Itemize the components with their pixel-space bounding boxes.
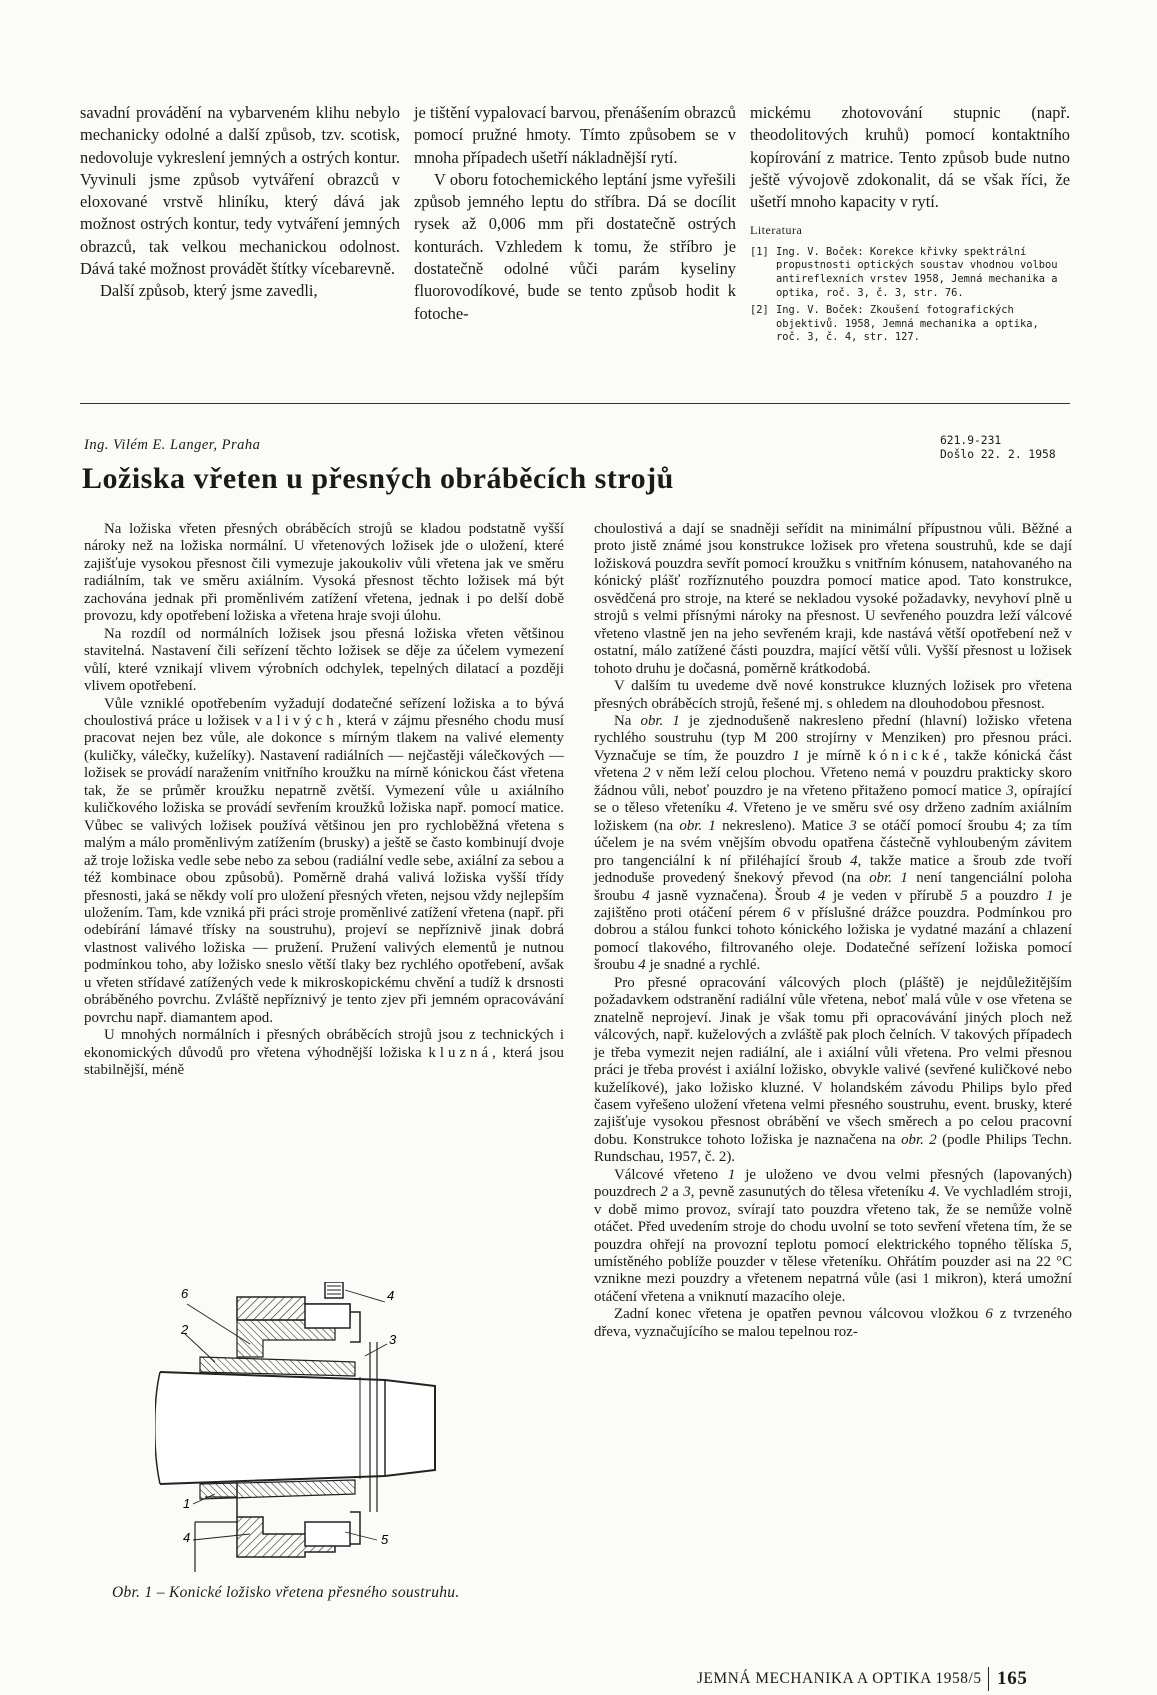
part-number: 1 — [792, 747, 800, 764]
text-run: je zajištěno proti otáčení pérem — [594, 887, 1072, 921]
literature-heading: Literatura — [750, 223, 803, 238]
text-run: je veden v přírubě — [832, 887, 953, 904]
author-byline: Ing. Vilém E. Langer, Praha — [84, 437, 261, 453]
text-run: , která jsou stabilnější, méně — [84, 1044, 564, 1079]
bearing-cross-section-drawing — [155, 1282, 475, 1572]
part-number: 3 — [849, 817, 857, 834]
article-left-column — [84, 521, 564, 1080]
left-para-3 — [84, 696, 564, 1028]
part-number: 3 — [1006, 782, 1014, 799]
part-number: 1 — [1046, 887, 1054, 904]
top-col2-para-1: je tištění vypalovací barvou, přenášením obrazců pomocí pružné hmoty. Tímto způsobem se v mnoha případech ušetří nákladnější rytí. — [414, 103, 736, 167]
right-para-3 — [594, 713, 1072, 975]
reference-item — [750, 304, 1070, 345]
part-number: 4 — [726, 800, 734, 817]
left-para-2: Na rozdíl od normálních ložisek jsou přesná ložiska vřeten většinou stavitelná. Nastavení čili seřízení těchto ložisek se děje za účelem vymezení vůlí, které vznikají vlivem výrobních odchylek, tepelných dilatací a později vlivem opotřebení. — [84, 625, 564, 695]
part-number: 5 — [1060, 1236, 1069, 1253]
figure-reference: obr. 1 — [869, 870, 908, 887]
text-run: a pouzdro — [975, 887, 1039, 904]
figure-reference: obr. 1 — [640, 712, 680, 729]
part-number: 4 — [850, 852, 858, 869]
right-para-6 — [594, 1306, 1072, 1341]
page-footer — [697, 1667, 1027, 1691]
text-run: Vůle vzniklé opotřebením vyžadují dodatečné seřízení ložiska a to bývá choulostivá práce u ložisek — [84, 695, 564, 729]
text-run: v něm leží celou plochou. Vřeteno nemá v pouzdru prakticky skoro žádnou vůli, neboť pouzdro je na vřeteno přitaženo pomocí matice — [594, 765, 1072, 799]
text-run: Na — [614, 712, 632, 729]
reference-number: [1] — [750, 245, 769, 258]
figure-label-6: 6 — [181, 1286, 189, 1301]
part-number: 2 — [643, 765, 651, 782]
text-run: je snadné a rychlé. — [649, 957, 761, 974]
emphasized-term: valivých — [254, 712, 338, 729]
text-run: , která v zájmu přesného chodu musí pracovat nejen bez vůle, ale dokonce s mírným tlakem na valivé elementy (kuličky, válečky, kuželíky). Nastavení radiálních — nejčastěji válečkových — ložisek se provádí naražením vnitřního kroužku na mírně kónickou část vřetena tak, že se průměr kroužku nepatrně zvětší. Vymezení vůle u axiálního kuličkového ložiska se provádí sevřením kroužků ložiska např. pomocí matice. Vůbec se valivých ložisek používá většinou jen pro rychloběžná vřetena s malým a málo proměnlivým zatížením (brusky) a ještě se často kombinují dvoje až troje ložiska vedle sebe nebo za sebou (radiální vedle sebe, axiální za sebou a též kombinace obou způsobů). Poměrně drahá valivá ložiska vyšší třídy přesnosti, jaká se někdy volí pro uložení přesných vřeten, nejsou vždy nejlepším uložením. Tam, kde vzniká při práci stroje proměnlivé zatížení vřetena (např. při odebírání lámavé třísky na soustruhu), projeví se nepříznivě jinak dobrá vlastnost valivého ložiska — pružení. Pružení valivých elementů je nutnou podmínkou toho, aby ložisko sneslo větší tlaky bez rychlého opotřebení, avšak u vřeten střídavé zatížených vede k mikroskopickému chvění a tudíž k drsnosti obráběného povrchu. Zvláště nepříznivý je tento zjev při jemném opracovávání povrchu např. diamantem apod. — [84, 712, 564, 1026]
part-number: 6 — [782, 904, 791, 921]
journal-name: JEMNÁ MECHANIKA A OPTIKA 1958/5 — [697, 1670, 982, 1687]
figure-label-3: 3 — [389, 1332, 397, 1347]
right-para-5 — [594, 1167, 1072, 1307]
text-run: , takže kónická část vřetena — [594, 747, 1072, 782]
left-para-1: Na ložiska vřeten přesných obráběcích strojů se kladou podstatně vyšší nároky než na ložiska normální. U vřetenových ložisek jde o uložení, které zajišťuje vysokou přesnost čili vymezuje jakoukoliv vůli vřetena jak ve směru radiálním, tak ve směru axiálním. Vysoká přesnost těchto ložisek má být zachována jednak při proměnlivém zatížení vřetena, jednak i po delší době provozu, kdy opotřebení ložiska a vřetena hraje svoji úlohu. — [84, 521, 564, 625]
reference-text: Ing. V. Boček: Korekce křivky spektrální propustnosti optických soustav vhodnou volbou antireflexních vrstev 1958, Jemná mechanika a optika, roč. 3, č. 3, str. 76. — [776, 245, 1058, 299]
text-run: Zadní konec vřetena je opatřen pevnou válcovou vložkou — [614, 1306, 979, 1323]
left-para-4 — [84, 1027, 564, 1079]
footer-separator — [988, 1667, 990, 1691]
figure-label-4-bottom: 4 — [183, 1530, 191, 1545]
housing-top — [237, 1297, 360, 1357]
text-run: , takže matice a šroub zde tvoří jednoduše provedený šnekový převod (na — [594, 852, 1072, 887]
article-title: Ložiska vřeten u přesných obráběcích strojů — [82, 462, 674, 495]
text-run: není tangenciální poloha šroubu — [594, 870, 1072, 904]
top-column-1 — [80, 102, 400, 345]
text-run: . Ve vychladlém stroji, v době mimo provoz, svírají tato pouzdra vřeteno tak, že se nemůže volně otáčet. Před uvedením stroje do chodu uvolní se toto sevření vřetena tím, že se pouzdra ohřejí na provozní teplotu pomocí elektrického topného tělíska — [594, 1184, 1072, 1253]
figure-label-1: 1 — [183, 1496, 191, 1511]
text-run: a — [672, 1184, 679, 1201]
right-para-2: V dalším tu uvedeme dvě nové konstrukce kluzných ložisek pro vřetena přesných obráběcích strojů, řešené mj. s ohledem na dlouhodobou přesnost. — [594, 678, 1072, 712]
received-date: Došlo 22. 2. 1958 — [940, 447, 1056, 461]
text-run: z tvrzeného dřeva, vyznačujícího se malou tepelnou roz- — [594, 1306, 1072, 1340]
text-run: U mnohých normálních i přesných obráběcích strojů jsou z technických i ekonomických důvodů pro vřetena výhodnější ložiska — [84, 1027, 564, 1061]
reference-text: Ing. V. Boček: Zkoušení fotografických objektivů. 1958, Jemná mechanika a optika, roč. 3, č. 4, str. 127. — [776, 304, 1039, 344]
page-number: 165 — [997, 1668, 1028, 1689]
text-run: jasně vyznačena). Šroub — [657, 887, 811, 904]
text-run: Válcové vřeteno — [614, 1166, 719, 1183]
text-run: je mírně — [807, 747, 861, 764]
part-number: 4 — [817, 887, 826, 904]
part-number: 2 — [660, 1184, 668, 1201]
top-col1-para-1: savadní provádění na vybarveném klihu nebylo mechanicky odolné a další způsob, tzv. scotisk, nedovoluje vykreslení jemných a ostrých kontur. Vyvinuli jsme způsob vytváření obrazců v eloxované vrstvě hliníku, který dává jak možnost ostrých kontur, tedy vytváření jemných obrazců, tak velkou mechanickou odolnost. Dává také možnost provádět štítky vícebarevně. — [80, 103, 400, 279]
text-run: . Vřeteno je ve směru své osy drženo zadním axiálním ložiskem (na — [594, 800, 1072, 834]
part-number: 6 — [985, 1306, 993, 1323]
text-run: nekresleno). Matice — [722, 817, 843, 834]
text-run: , umístěného poblíže pouzder v tělese vřeteníku. Ohřátím pouzder asi na 22 °C vznikne mezi pouzdry a vřetenem nepatrná vůle (asi 1 mikron), která umožní otáčení vřetena a vniknutí mazacího oleje. — [594, 1236, 1072, 1305]
text-run: Pro přesné opracování válcových ploch (pláště) je nejdůležitějším požadavkem odstranění radiální vůle vřetena, neboť malá vůle v ose vřetena se znatelně neprojeví. Jinak je však tomu při opracovávání jiných ploch než válcových, např. kuželových a zvláště pak ploch čelních. V takových případech je třeba vymezit nejen radiální, ale i axiální vůli vřetena. Pro velmi přesnou práci je třeba provést i axiální ložisko, obvykle valivé (sevřené kuličkové nebo kuželíkové), jako ložisko kluzné. V holandském závodu Philips bylo před časem vyřešeno uložení vřetena velmi přesného soustruhu, event. brusky, které zajišťuje vysokou přesnost obrábění ve všech směrech a po celou pracovní dobu. Konstrukce tohoto ložiska je naznačena na — [594, 974, 1072, 1148]
top-col2-para-2: V oboru fotochemického leptání jsme vyřešili způsob jemného leptu do stříbra. Dá se docílit rysek až 0,006 mm při dostatečně ostrých konturách. Vzhledem k tomu, že stříbro je dostatečně odolné vůči parám kyseliny fluorovodíkové, bude se tento způsob hodit k fotoche- — [414, 169, 736, 323]
part-number: 1 — [727, 1166, 736, 1183]
text-run: (podle Philips Techn. Rundschau, 1957, č. 2). — [594, 1131, 1072, 1166]
reference-item — [750, 246, 1070, 300]
right-para-4 — [594, 975, 1072, 1167]
section-divider — [80, 403, 1070, 404]
figure-reference: obr. 2 — [901, 1131, 937, 1148]
figure-reference: obr. 1 — [679, 817, 716, 834]
text-run: se otáčí pomocí šroubu 4; za tím účelem je na svém vnějším obvodu opatřena částečně vyhloubeným závitem pro tangenciální k ní přiléhající šroub — [594, 817, 1072, 869]
emphasized-term: kluzná — [428, 1044, 493, 1061]
figure-label-5: 5 — [381, 1532, 389, 1547]
right-para-1: choulostivá a dají se snadněji seřídit na minimální přípustnou vůli. Běžné a proto jistě známé jsou konstrukce ložisek pro vřetena soustruhů, kde se dají ložisková pouzdra sevřít pomocí kroužku s vnitřním kónusem, natahovaného na kónický plášť rozříznutého pouzdra pomocí matice apod. Tato konstrukce, osvědčená pro stroje, na které se nekladou vysoké požadavky, nevyhoví plně u strojů s velmi přísnými nároky na přesnost. U sevřeného pouzdra leží válcové vřeteno vlastně jen na jeho sevřeném kraji, kde nastává větší opotřebení než v ostatní, málo zatížené části pouzdra, mající větší vůli. Vyšší přesnost u ložisek tohoto druhu je dočasná, poměrně krátkodobá. — [594, 521, 1072, 677]
part-number: 3 — [683, 1184, 691, 1201]
top-col1-para-2: Další způsob, který jsme zavedli, — [100, 281, 318, 301]
emphasized-term: kónické — [868, 747, 944, 764]
figure-label-4-top: 4 — [387, 1288, 395, 1303]
top-col3-para-1: mickému zhotovování stupnic (např. theodolitových kruhů) pomocí kontaktního kopírování z matrice. Tento způsob bude nutno ještě vývojově zdokonalit, dá se však říci, že ušetří mnoho kapacity v rytí. — [750, 103, 1070, 212]
adjusting-screw — [325, 1282, 343, 1298]
article-metadata — [940, 434, 1056, 461]
top-column-2 — [414, 102, 736, 345]
article-right-column — [594, 521, 1072, 1341]
text-run: , pevně zasunutých do tělesa vřeteníku — [690, 1184, 924, 1201]
top-column-3 — [750, 102, 1070, 345]
figure-caption: Obr. 1 – Konické ložisko vřetena přesného soustruhu. — [112, 1584, 460, 1601]
reference-number: [2] — [750, 304, 769, 317]
part-number: 4 — [638, 957, 646, 974]
text-run: je uloženo ve dvou velmi přesných (lapovaných) pouzdrech — [594, 1166, 1073, 1201]
text-run: je zjednodušeně nakresleno přední (hlavní) ložisko vřetena rychlého soustruhu (typ M 200 strojírny v Menziken) pro přesnou práci. Vyznačuje se tím, že pouzdro — [594, 712, 1072, 764]
text-run: , opírající se o těleso vřeteníku — [594, 782, 1072, 817]
previous-article-columns — [80, 102, 1070, 345]
udc-code: 621.9-231 — [940, 434, 1002, 447]
part-number: 4 — [928, 1184, 936, 1201]
figure-label-2: 2 — [181, 1322, 189, 1337]
part-number: 5 — [960, 887, 968, 904]
part-number: 4 — [642, 887, 650, 904]
text-run: v příslušné drážce pouzdra. Podmínkou pro dobrou a stálou funkci tohoto kónického ložiska je vydatné mazání a chlazení pomocí tlakového, filtrovaného oleje. Dodatečné seřízení ložiska pomocí šroubu — [594, 904, 1072, 974]
